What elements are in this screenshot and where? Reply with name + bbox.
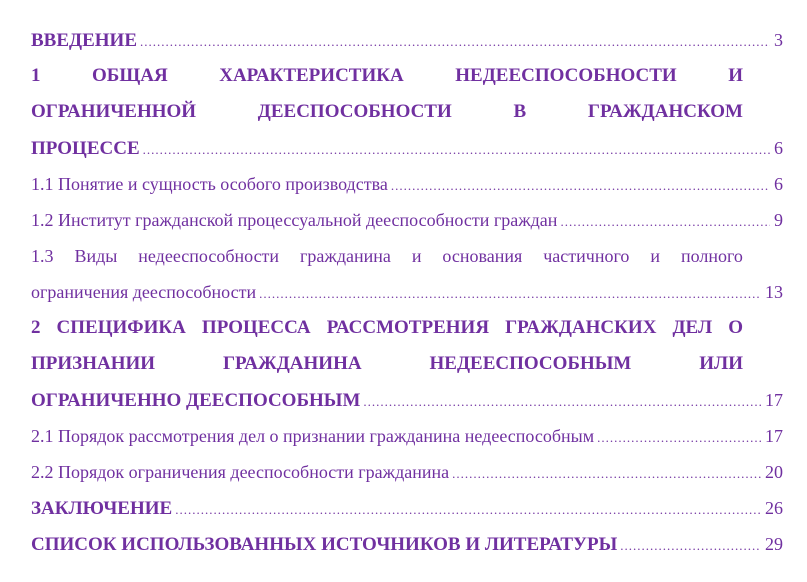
dot-leader [140,24,770,60]
word: ПРОЦЕССА [201,317,311,338]
word: ОБЩАЯ [92,65,168,86]
toc-page-number: 9 [774,210,783,230]
word: НЕДЕЕСПОСОБНОСТИ [455,65,677,86]
dot-leader [363,384,761,420]
word: И [728,65,743,86]
word: 1.3 [31,246,54,266]
toc-title-line-1 [31,58,783,94]
toc-title-line-1 [31,238,783,274]
word: ДЕЛ [672,317,713,338]
toc-title-line-1 [31,310,783,346]
toc-title: 1.2 Институт гражданской процессуальной дееспособности граждан [31,210,558,230]
toc-title: ВВЕДЕНИЕ [31,30,137,51]
toc-entry-sources[interactable] [31,526,783,562]
toc-title-line-3: ОГРАНИЧЕННО ДЕЕСПОСОБНЫМ [31,390,361,411]
dot-leader [391,168,770,204]
word: О [728,317,743,338]
toc-title-line-2: ограничения дееспособности [31,282,257,302]
dot-leader [259,276,761,312]
toc-title: 2.1 Порядок рассмотрения дел о признании гражданина недееспособным [31,426,595,446]
word: ОГРАНИЧЕННОЙ [31,101,197,122]
dot-leader [560,204,770,240]
toc-page-number: 26 [765,498,783,518]
word: 1 [31,65,41,86]
toc-page-number: 17 [765,426,783,446]
toc-title: СПИСОК ИСПОЛЬЗОВАННЫХ ИСТОЧНИКОВ И ЛИТЕРАТУРЫ [31,534,618,555]
toc-entry-1-3[interactable] [31,238,783,310]
toc-entry-1-1[interactable] [31,166,783,202]
toc-page-number: 6 [774,138,783,158]
word: ДЕЕСПОСОБНОСТИ [257,101,452,122]
word: СПЕЦИФИКА [56,317,186,338]
dot-leader [452,456,761,492]
dot-leader [143,132,770,168]
toc-entry-2-2[interactable] [31,454,783,490]
table-of-contents [31,22,783,562]
toc-page-number: 13 [765,282,783,302]
toc-page-number: 29 [765,534,783,554]
toc-page-number: 6 [774,174,783,194]
word: основания [442,246,523,266]
toc-entry-chapter-2[interactable] [31,310,783,418]
word: Виды [74,246,118,266]
word: и [650,246,660,266]
toc-page-number: 20 [765,462,783,482]
toc-entry-1-2[interactable] [31,202,783,238]
word: частичного [543,246,630,266]
word: ХАРАКТЕРИСТИКА [219,65,404,86]
toc-title: 2.2 Порядок ограничения дееспособности гражданина [31,462,450,482]
word: полного [680,246,743,266]
dot-leader [597,420,761,456]
word: ГРАЖДАНСКОМ [587,101,743,122]
word: ГРАЖДАНСКИХ [505,317,657,338]
word: гражданина [300,246,391,266]
toc-entry-introduction[interactable] [31,22,783,58]
toc-entry-chapter-1[interactable] [31,58,783,166]
word: РАССМОТРЕНИЯ [326,317,490,338]
word: и [411,246,422,266]
toc-page-number: 17 [765,390,783,410]
word: ПРИЗНАНИИ [31,353,156,374]
toc-title: ЗАКЛЮЧЕНИЕ [31,498,173,519]
word: ГРАЖДАНИНА [222,353,362,374]
toc-title: 1.1 Понятие и сущность особого производства [31,174,388,194]
toc-page-number: 3 [774,30,783,50]
dot-leader [620,528,761,564]
toc-title-line-2 [31,94,783,130]
toc-entry-conclusion[interactable] [31,490,783,526]
word: 2 [31,317,41,338]
word: недееспособности [138,246,280,266]
toc-title-line-2 [31,346,783,382]
word: НЕДЕЕСПОСОБНЫМ [429,353,632,374]
toc-entry-2-1[interactable] [31,418,783,454]
word: ИЛИ [699,353,743,374]
toc-title-line-3: ПРОЦЕССЕ [31,138,140,159]
dot-leader [175,492,761,528]
word: В [513,101,527,122]
